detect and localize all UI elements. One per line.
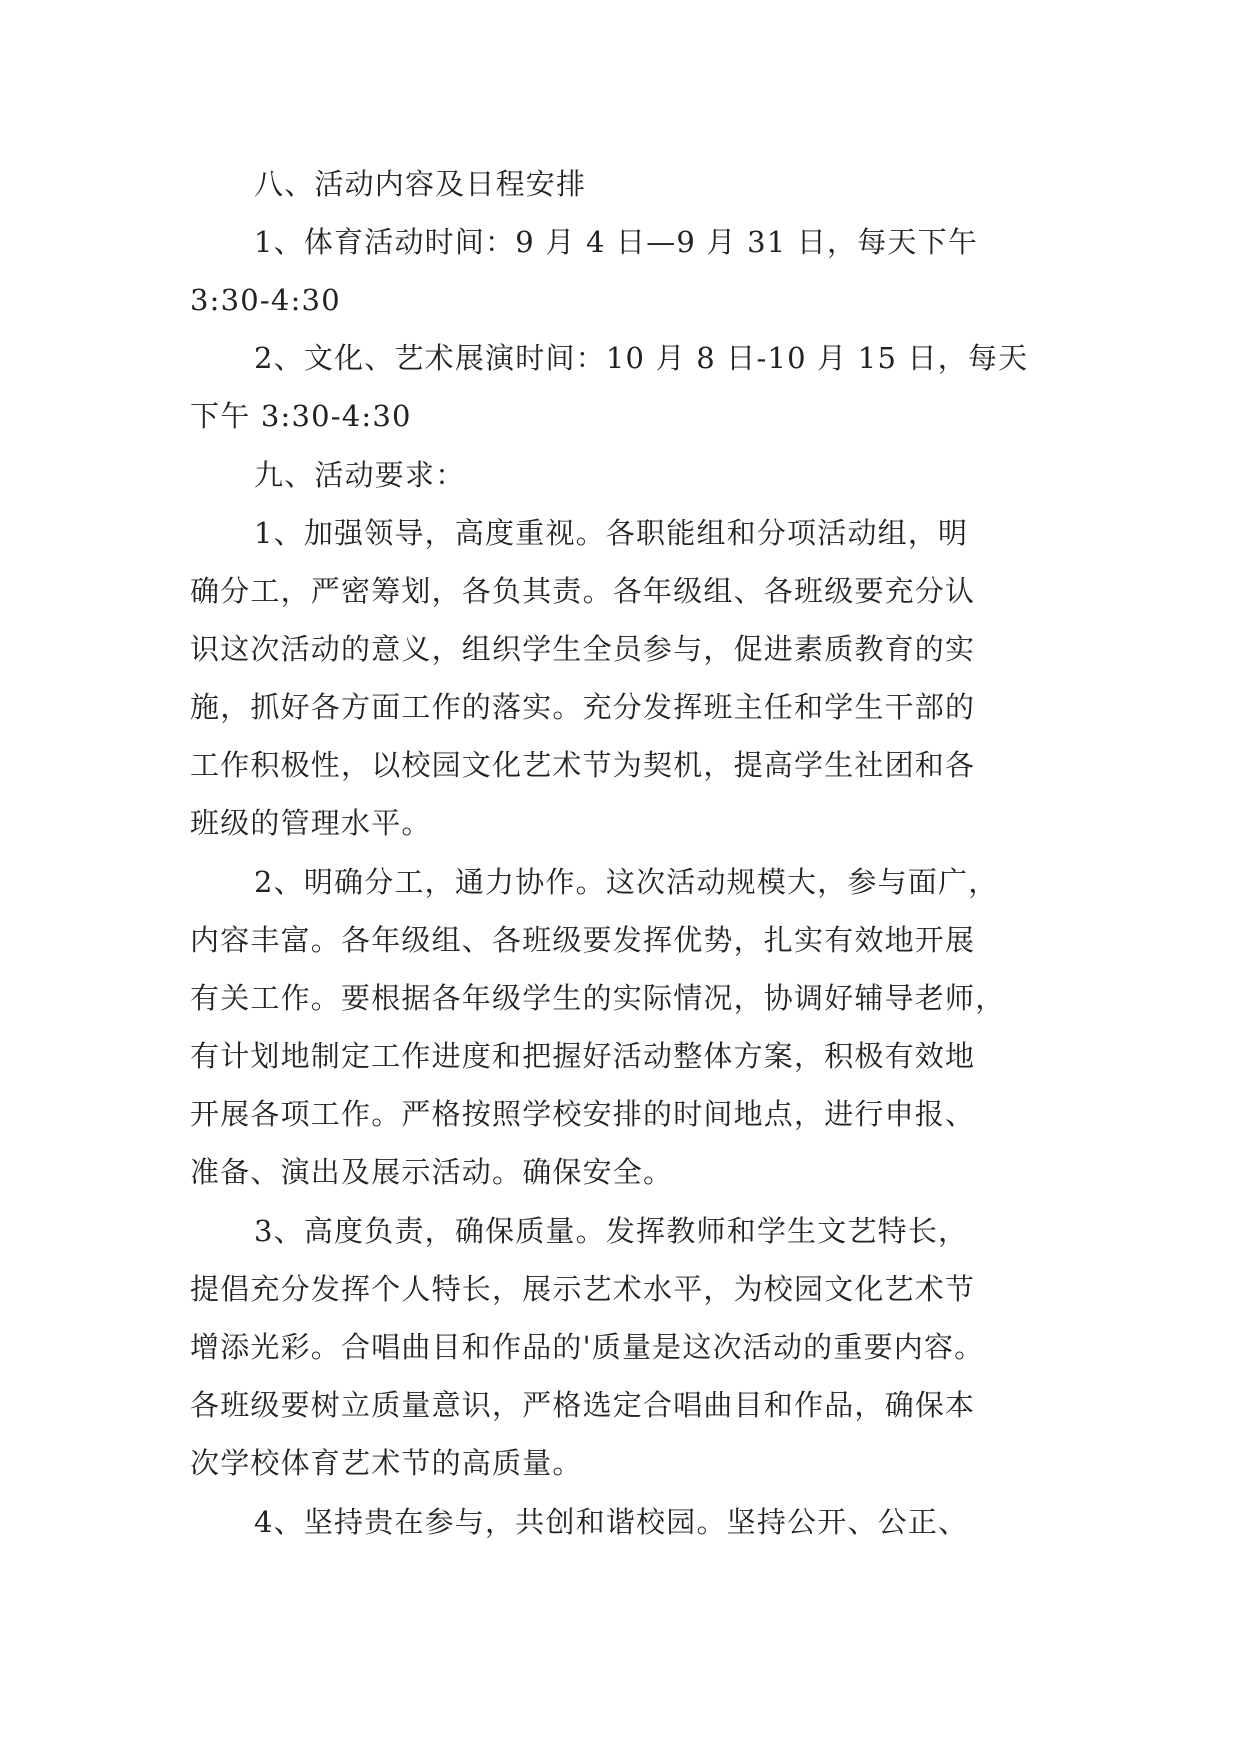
text-line: 增添光彩。合唱曲目和作品的'质量是这次活动的重要内容。 [190,1330,985,1364]
text-line: 有关工作。要根据各年级学生的实际情况，协调好辅导老师， [190,981,1006,1015]
text-line: 各班级要树立质量意识，严格选定合唱曲目和作品，确保本 [190,1388,976,1422]
text-line: 提倡充分发挥个人特长，展示艺术水平，为校园文化艺术节 [190,1272,976,1306]
section-heading-9: 九、活动要求： [254,458,466,492]
text-line: 2、明确分工，通力协作。这次活动规模大，参与面广， [254,865,999,899]
text-line: 内容丰富。各年级组、各班级要发挥优势，扎实有效地开展 [190,923,976,957]
text-line: 3、高度负责，确保质量。发挥教师和学生文艺特长， [254,1214,969,1248]
text-line: 施，抓好各方面工作的落实。充分发挥班主任和学生干部的 [190,690,976,724]
section-heading-8: 八、活动内容及日程安排 [254,167,587,201]
text-line: 下午 3:30-4:30 [190,399,412,433]
text-line: 工作积极性，以校园文化艺术节为契机，提高学生社团和各 [190,748,976,782]
text-line: 2、文化、艺术展演时间：10 月 8 日-10 月 15 日，每天 [254,341,1029,375]
text-line: 准备、演出及展示活动。确保安全。 [190,1155,674,1189]
text-line: 4、坚持贵在参与，共创和谐校园。坚持公开、公正、 [254,1505,969,1539]
text-line: 班级的管理水平。 [190,806,432,840]
text-line: 识这次活动的意义，组织学生全员参与，促进素质教育的实 [190,632,976,666]
text-line: 3:30-4:30 [190,283,341,317]
text-line: 有计划地制定工作进度和把握好活动整体方案，积极有效地 [190,1039,976,1073]
text-line: 次学校体育艺术节的高质量。 [190,1446,583,1480]
text-line: 确分工，严密筹划，各负其责。各年级组、各班级要充分认 [190,574,976,608]
text-line: 1、体育活动时间：9 月 4 日—9 月 31 日，每天下午 [254,225,979,259]
text-line: 开展各项工作。严格按照学校安排的时间地点，进行申报、 [190,1097,976,1131]
text-line: 1、加强领导，高度重视。各职能组和分项活动组，明 [254,516,969,550]
